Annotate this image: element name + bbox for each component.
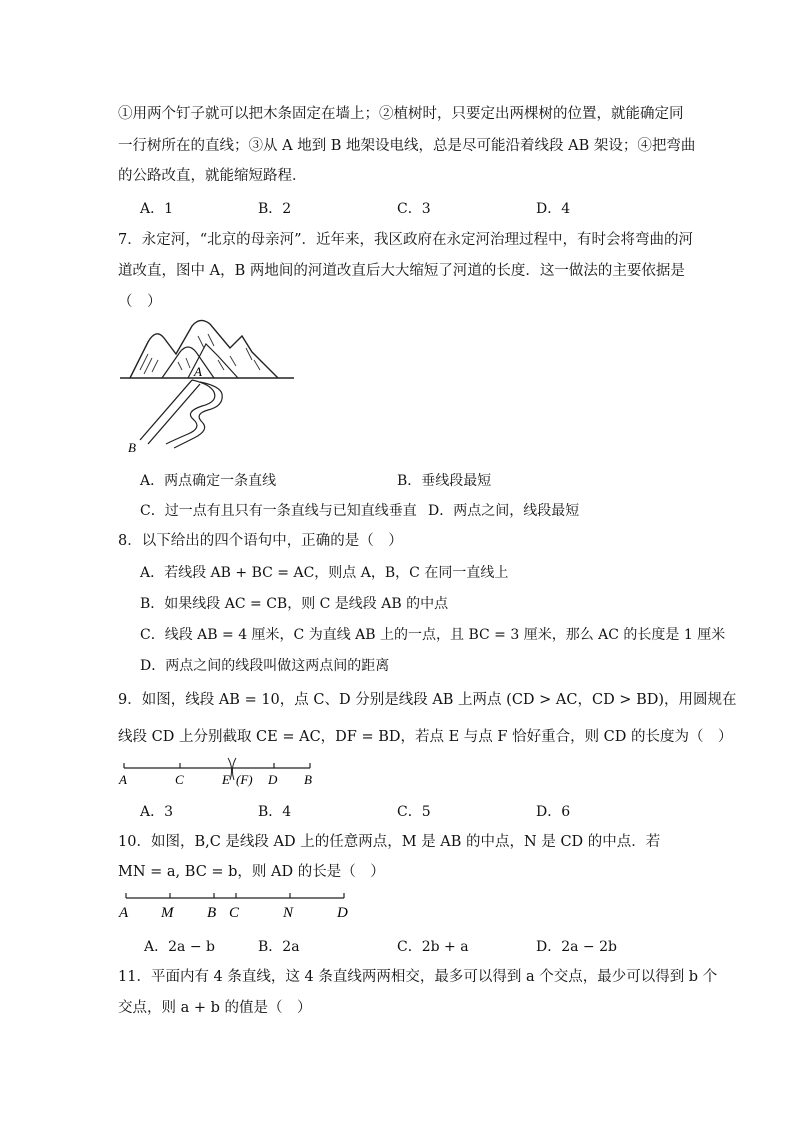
q10-option-a: A．2a − b — [144, 939, 215, 955]
q8-option-b: B．如果线段 AC = CB，则 C 是线段 AB 的中点 — [140, 596, 449, 612]
q6-statement-line-3: 的公路改直，就能缩短路程． — [118, 168, 307, 184]
river-mountain-figure — [118, 312, 298, 457]
q9-label-c: C — [175, 772, 184, 787]
q9-label-f: (F) — [236, 772, 253, 787]
q7-option-b: B．垂线段最短 — [397, 473, 492, 489]
q6-statement-line-2: 一行树所在的直线；③从 A 地到 B 地架设电线，总是尽可能沿着线段 AB 架设；④把弯曲 — [118, 138, 696, 154]
q9-stem-line-2: 线段 CD 上分别截取 CE = AC，DF = BD，若点 E 与点 F 恰好重合，则 CD 的长度为（ ） — [118, 729, 733, 745]
q7-option-d: D．两点之间，线段最短 — [428, 503, 580, 519]
q6-option-a: A．1 — [140, 201, 174, 217]
q11-stem-line-1: 11．平面内有 4 条直线，这 4 条直线两两相交，最多可以得到 a 个交点，最少可以得到 b 个 — [118, 969, 718, 985]
q8-option-d: D．两点之间的线段叫做这两点间的距离 — [140, 658, 390, 674]
q10-label-a: A — [119, 905, 129, 921]
q6-option-d: D．4 — [536, 201, 571, 217]
q10-label-m: M — [161, 905, 174, 921]
figure-label-a: A — [194, 364, 202, 379]
q9-stem-line-1: 9．如图，线段 AB = 10，点 C、D 分别是线段 AB 上两点 (CD > AC，CD > BD)，用圆规在 — [118, 692, 737, 708]
q9-label-b: B — [304, 772, 312, 787]
q9-label-e: E — [222, 772, 230, 787]
segment-figure-q9 — [116, 756, 326, 788]
q7-option-c: C．过一点有且只有一条直线与已知直线垂直 — [140, 503, 417, 519]
q10-option-b: B．2a — [258, 939, 300, 955]
q7-stem-line-1: 7．永定河，“北京的母亲河”．近年来，我区政府在永定河治理过程中，有时会将弯曲的河 — [118, 232, 694, 248]
q7-option-a: A．两点确定一条直线 — [140, 473, 277, 489]
figure-label-b: B — [128, 440, 136, 455]
q6-option-b: B．2 — [258, 201, 292, 217]
q9-label-a: A — [119, 772, 127, 787]
q8-option-a: A．若线段 AB + BC = AC，则点 A，B，C 在同一直线上 — [140, 565, 509, 581]
q11-stem-line-2: 交点，则 a + b 的值是（ ） — [118, 1000, 312, 1016]
q7-stem-line-2: 道改直，图中 A，B 两地间的河道改直后大大缩短了河道的长度．这一做法的主要依据是 — [118, 263, 685, 279]
q10-option-d: D．2a − 2b — [536, 939, 617, 955]
q10-label-b: B — [207, 905, 217, 921]
q8-stem: 8．以下给出的四个语句中，正确的是（ ） — [118, 533, 403, 549]
q10-label-d: D — [337, 905, 348, 921]
q9-label-d: D — [268, 772, 278, 787]
q9-option-c: C．5 — [397, 804, 431, 820]
q7-stem-line-3: （ ） — [118, 294, 162, 310]
q9-option-d: D．6 — [536, 804, 571, 820]
q8-option-c: C．线段 AB = 4 厘米，C 为直线 AB 上的一点，且 BC = 3 厘米，那么 AC 的长度是 1 厘米 — [140, 627, 726, 643]
q10-stem-line-1: 10．如图，B,C 是线段 AD 上的任意两点，M 是 AB 的中点，N 是 CD 的中点．若 — [118, 834, 661, 850]
q10-label-c: C — [229, 905, 240, 921]
q9-option-a: A．3 — [140, 804, 174, 820]
q6-statement-line-1: ①用两个钉子就可以把木条固定在墙上；②植树时，只要定出两棵树的位置，就能确定同 — [118, 106, 684, 122]
q10-option-c: C．2b + a — [397, 939, 469, 955]
q6-option-c: C．3 — [397, 201, 431, 217]
segment-figure-q10 — [116, 890, 356, 922]
q10-stem-line-2: MN = a, BC = b，则 AD 的长是（ ） — [118, 864, 385, 880]
q10-label-n: N — [283, 905, 294, 921]
q9-option-b: B．4 — [258, 804, 292, 820]
